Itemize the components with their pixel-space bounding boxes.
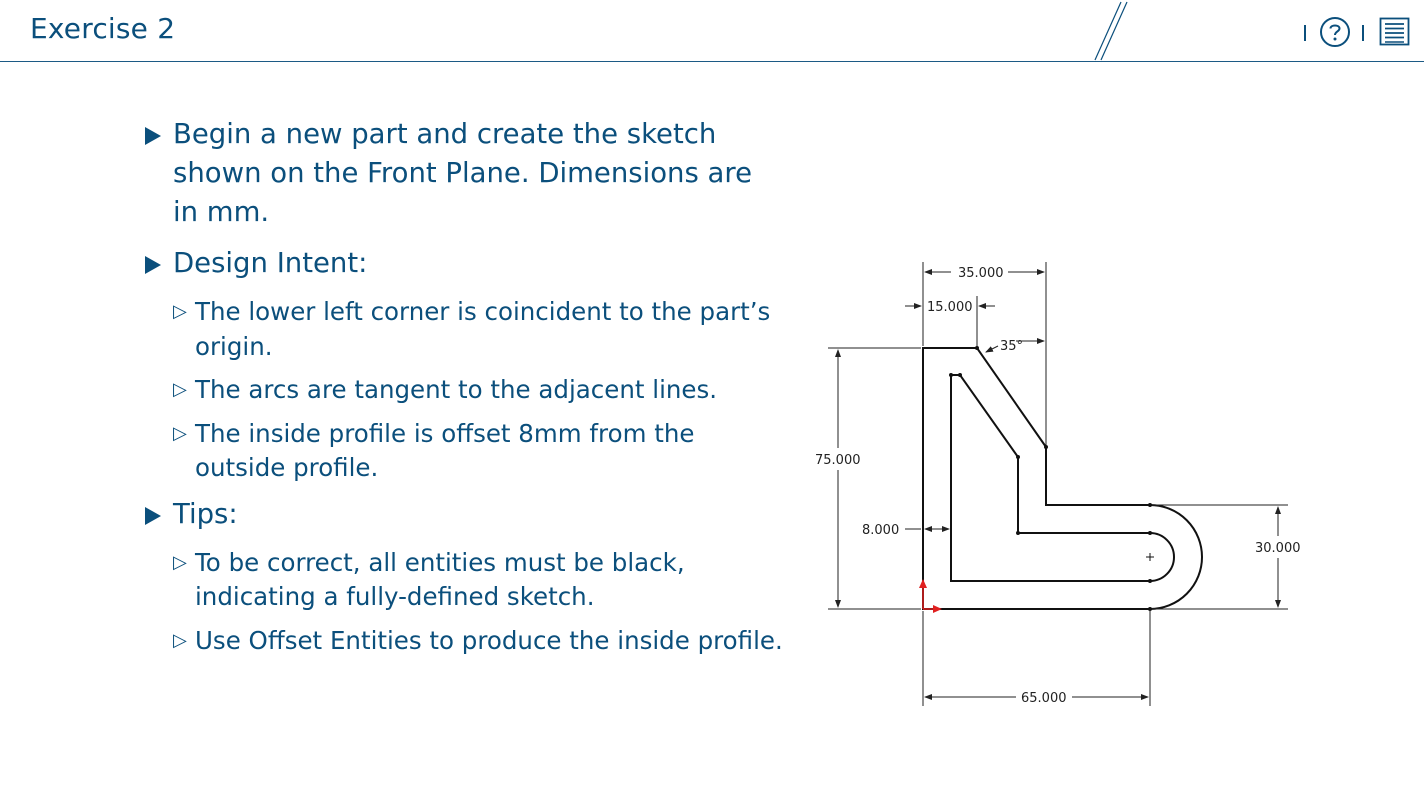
arc-center-mark <box>1146 553 1154 561</box>
bullet-text: Design Intent: <box>173 247 368 279</box>
sub-bullet-text: The inside profile is offset 8mm from the outside profile. <box>195 418 695 482</box>
dim-height: 75.000 <box>815 453 861 468</box>
sub-bullet-triangle-icon: ▷ <box>173 551 187 573</box>
dim-angle: 35° <box>1000 339 1024 354</box>
sub-bullet-triangle-icon: ▷ <box>173 422 187 444</box>
extension-lines <box>828 262 1288 706</box>
dim-top-offset: 15.000 <box>927 300 973 315</box>
bullet-text: Tips: <box>173 497 238 530</box>
dim-bottom-width: 65.000 <box>1021 691 1067 706</box>
dim-offset: 8.000 <box>862 523 900 538</box>
dimension-lines <box>838 272 1278 697</box>
bullet-text: Begin a new part and create the sketch shown on the Front Plane. Dimensions are in mm. <box>173 118 753 228</box>
origin-icon <box>919 579 942 613</box>
sub-bullet-text: Use Offset Entities to produce the inside profile. <box>195 625 783 655</box>
slide-title: Exercise 2 <box>30 12 176 45</box>
vertex-points <box>949 346 1152 611</box>
sub-bullet-triangle-icon: ▷ <box>173 301 187 322</box>
inner-profile <box>951 375 1174 581</box>
dim-top-width: 35.000 <box>958 266 1004 281</box>
outer-profile <box>923 348 1202 609</box>
sub-bullet-text: The lower left corner is coincident to the part’s origin. <box>195 297 771 361</box>
sub-bullet-triangle-icon: ▷ <box>173 629 187 651</box>
sub-bullet-text: To be correct, all entities must be black, indicating a fully-defined sketch. <box>195 547 685 611</box>
sub-bullet-text: The arcs are tangent to the adjacent lines. <box>195 375 718 404</box>
sub-bullet-triangle-icon: ▷ <box>173 379 187 400</box>
dim-right-height: 30.000 <box>1255 541 1301 556</box>
